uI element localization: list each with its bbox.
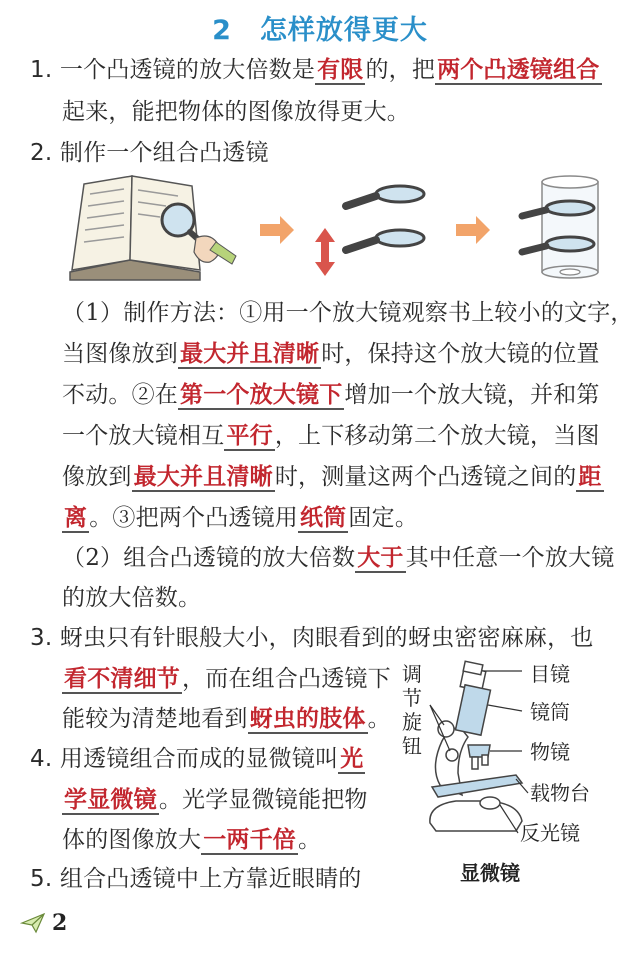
item-5-line-1 [30, 864, 361, 894]
arrow-right-icon [260, 216, 294, 244]
item-4-line-3 [62, 825, 321, 855]
microscope-icon [430, 661, 522, 831]
two-magnifiers-icon [346, 186, 424, 250]
method-line-3 [62, 380, 600, 410]
item-2-number: 2. [30, 140, 53, 166]
answer-aphid-limbs: 蚜虫的肢体 [249, 705, 366, 732]
answer-largest-clear-2: 最大并且清晰 [133, 463, 273, 490]
arrow-right-icon [456, 216, 490, 244]
method-text: 时，测量这两个凸透镜之间的 [274, 464, 577, 490]
answer-optical-microscope: 学显微镜 [64, 786, 157, 813]
paper-plane-icon [20, 912, 46, 934]
method-text: 不动。②在 [62, 382, 178, 408]
answer-distance-part2: 离 [64, 504, 88, 531]
item-4-line-2 [62, 785, 368, 815]
method-text: 固定。 [348, 505, 419, 531]
item-5-text: 组合凸透镜中上方靠近眼睛的 [59, 866, 362, 892]
item-4-text: 。光学显微镜能把物 [158, 787, 368, 813]
answer-greater-than: 大于 [357, 544, 404, 571]
label-mirror: 反光镜 [520, 821, 580, 845]
label-eyepiece: 目镜 [530, 662, 570, 686]
up-down-arrow-icon [315, 228, 335, 276]
answer-largest-clear: 最大并且清晰 [180, 340, 320, 367]
item-1-line-1 [30, 55, 602, 85]
item-5-number: 5. [30, 866, 53, 892]
answer-one-two-thousand: 一两千倍 [203, 826, 297, 853]
method-line-5 [62, 462, 604, 492]
item-1-text-b: 的，把 [365, 57, 436, 83]
method-line-2 [62, 339, 600, 369]
magnification-line-2: 的放大倍数。 [62, 585, 202, 611]
method-line-6 [62, 503, 418, 533]
microscope-caption: 显微镜 [460, 861, 520, 885]
method-text: 一个放大镜相互 [62, 423, 225, 449]
item-3-text: 。 [367, 706, 391, 732]
item-1-number: 1. [30, 57, 53, 83]
page-title: 2 怎样放得更大 [212, 15, 428, 46]
item-4-text: 体的图像放大 [62, 827, 202, 853]
item-3-text: 蚜虫只有针眼般大小，肉眼看到的蚜虫密密麻麻，也 [59, 625, 594, 651]
item-3-number: 3. [30, 625, 53, 651]
answer-paper-tube: 纸筒 [300, 504, 347, 531]
item-3-line-2 [62, 664, 391, 694]
open-book-icon [70, 176, 236, 280]
method-text: 增加一个放大镜，并和第 [344, 382, 600, 408]
item-3-text: 能较为清楚地看到 [62, 706, 248, 732]
label-stage: 载物台 [530, 781, 590, 805]
item-4-number: 4. [30, 746, 53, 772]
page-number: 2 [52, 910, 68, 936]
item-1-line-2: 起来，能把物体的图像放得更大。 [62, 99, 410, 125]
item-3-line-3 [62, 704, 391, 734]
answer-optical-part1: 光 [340, 745, 364, 772]
magnification-text: 其中任意一个放大镜 [405, 545, 615, 571]
method-line-1: （1）制作方法：①用一个放大镜观察书上较小的文字， [62, 300, 634, 326]
label-tube: 镜筒 [530, 700, 570, 724]
item-4-line-1 [30, 744, 365, 774]
method-text: 当图像放到 [62, 341, 178, 367]
label-objective: 物镜 [530, 740, 570, 764]
item-2-text: 制作一个组合凸透镜 [59, 140, 269, 166]
item-3-text: ，而在组合凸透镜下 [182, 666, 391, 692]
item-1-text-a: 一个凸透镜的放大倍数是 [59, 57, 316, 83]
method-text: ，上下移动第二个放大镜，当图 [274, 423, 600, 449]
magnification-line-1 [62, 543, 614, 573]
method-line-4 [62, 421, 600, 451]
method-text: 。③把两个凸透镜用 [89, 505, 299, 531]
item-2-heading [30, 138, 269, 168]
answer-unclear-details: 看不清细节 [64, 665, 180, 692]
lens-making-illustration [60, 172, 620, 287]
answer-combine-two-lenses: 两个凸透镜组合 [437, 56, 600, 83]
method-text: 像放到 [62, 464, 132, 490]
answer-distance-part1: 距 [578, 463, 602, 490]
item-4-text: 用透镜组合而成的显微镜叫 [59, 746, 339, 772]
answer-limited: 有限 [317, 56, 364, 83]
magnification-text: （2）组合凸透镜的放大倍数 [62, 545, 356, 571]
item-4-text: 。 [298, 827, 322, 853]
method-text: 时，保持这个放大镜的位置 [321, 341, 600, 367]
answer-below-first-lens: 第一个放大镜下 [180, 381, 343, 408]
paper-tube-lens-icon [522, 176, 598, 278]
item-3-line-1 [30, 623, 593, 653]
knob-label: 调 节 旋 钮 [402, 662, 422, 758]
answer-parallel: 平行 [226, 422, 273, 449]
